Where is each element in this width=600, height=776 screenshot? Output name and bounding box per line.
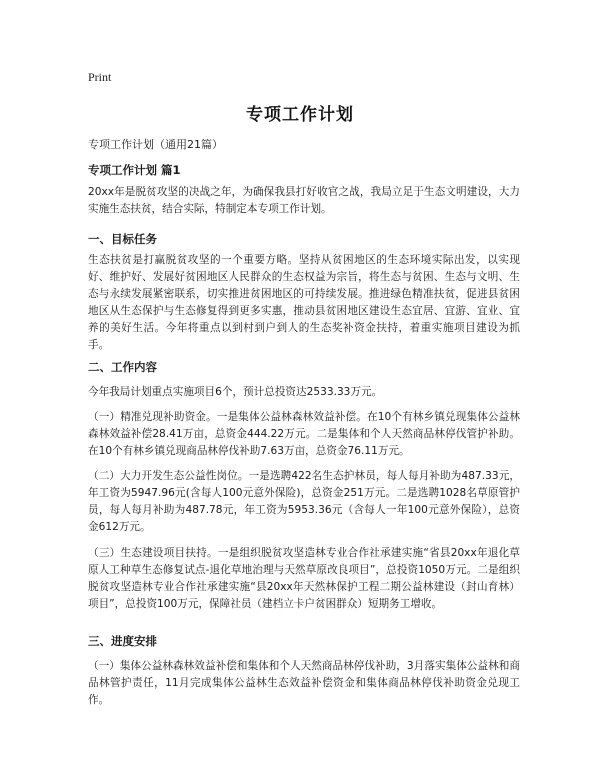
section-heading-content: 二、工作内容 <box>88 360 157 374</box>
intro-paragraph: 20xx年是脱贫攻坚的决战之年，为确保我县打好收官之战，我局立足于生态文明建设，大力实施生态扶贫，结合实际，特制定本专项工作计划。 <box>88 186 520 215</box>
print-link[interactable]: Print <box>88 70 112 84</box>
schedule-paragraph: （一）集体公益林森林效益补偿和集体和个人天然商品林停伐补助，3月落实集体公益林和商品林管护责任，11月完成集体公益林生态效益补偿资金和集体商品林停伐补助资金兑现工作。 <box>88 660 520 706</box>
goals-paragraph: 生态扶贫是打赢脱贫攻坚的一个重要方略。坚持从贫困地区的生态环境实际出发，以实现好、维护好、发展好贫困地区人民群众的生态权益为宗旨，将生态与贫困、生态与文明、生态与永续发展紧密联系，切实推进贫困地区的可持续发展。推进绿色精准扶贫，促进县贫困地区从生态保护与生态修复得到更多实惠，推动县贫困地区建设生态宜居、宜游、宜业、宜养的美好生活。今年将重点以到村到户到人的生态奖补资金扶持，着重实施项目建设为抓手。 <box>88 254 520 351</box>
document-subtitle: 专项工作计划（通用21篇） <box>88 138 223 151</box>
content-paragraph-projects: （三）生态建设项目扶持。一是组织脱贫攻坚造林专业合作社承建实施“省县20xx年退化草原人工种草生态修复试点-退化草地治理与天然草原改良项目”，总投资1050万元。二是组织脱贫攻坚造林专业合作社承建实施“县20xx年天然林保护工程二期公益林建设（封山育林）项目”，总投资100万元，保障社员（建档立卡户贫困群众）短期务工增收。 <box>88 547 520 610</box>
section-heading-goals: 一、目标任务 <box>88 232 157 246</box>
section-heading-schedule: 三、进度安排 <box>88 634 157 648</box>
content-paragraph-summary: 今年我局计划重点实施项目6个，预计总投资达2533.33万元。 <box>88 386 383 398</box>
content-paragraph-subsidy: （一）精准兑现补助资金。一是集体公益林森林效益补偿。在10个有林乡镇兑现集体公益林森林效益补偿28.41万亩，总资金444.22万元。二是集体和个人天然商品林停伐管护补助。在10个有林乡镇兑现商品林停伐补助7.63万亩，总资金76.11万元。 <box>88 411 520 457</box>
document-title: 专项工作计划 <box>246 105 354 125</box>
chapter-heading: 专项工作计划 篇1 <box>88 163 181 177</box>
content-paragraph-jobs: （二）大力开发生态公益性岗位。一是选聘422名生态护林员，每人每月补助为487.33元，年工资为5947.96元(含每人100元意外保险)，总资金251万元。二是选聘1028名草原管护员，每人每月补助为487.78元，年工资为5953.36元（含每人一年100元意外保险），总资金612万元。 <box>88 470 520 533</box>
